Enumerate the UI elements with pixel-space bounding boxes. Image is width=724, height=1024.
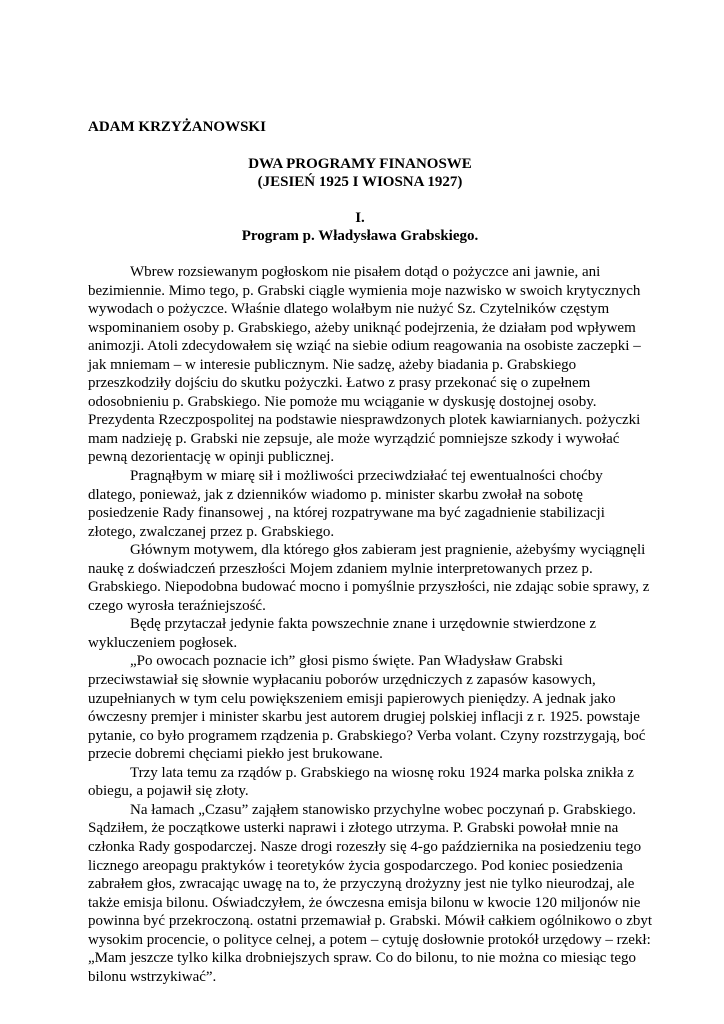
body-line: Prezydenta Rzeczpospolitej na podstawie niesprawdzonych plotek kawiarnianych. pożyczki <box>88 412 641 429</box>
body-line: wysokim procencie, o polityce celnej, a potem – cytuję dosłownie protokół urzędowy – rzekł: <box>88 931 651 948</box>
body-line: złotego, zwalczanej przez p. Grabskiego. <box>88 523 335 540</box>
body-line: licznego areopagu praktyków i teoretyków życia gospodarczego. Pod koniec posiedzenia <box>88 857 623 874</box>
body-line: bilonu wstrzykiwać”. <box>88 968 217 985</box>
body-line: Grabskiego. Niepodobna budować mocno i pomyślnie przyszłości, nie zdając sobie sprawy, z <box>88 579 650 596</box>
body-line: dlatego, ponieważ, jak z dzienników wiadomo p. minister skarbu zwołał na sobotę <box>88 486 583 503</box>
body-line: Na łamach „Czasu” zająłem stanowisko przychylne wobec poczynań p. Grabskiego. <box>130 801 637 818</box>
body-line: przeszkodziły dojściu do skutku pożyczki. Łatwo z prasy przekonać się o zupełnem <box>88 375 591 392</box>
body-line: wspominaniem osoby p. Grabskiego, ażeby uniknąć podejrzenia, że działam pod wpływem <box>88 319 636 336</box>
body-line: jak mniemam – w interesie publicznym. Nie sadzę, ażeby biadania p. Grabskiego <box>88 356 577 373</box>
body-line: przecie dobremi chęciami piekło jest brukowane. <box>88 746 383 763</box>
body-line: naukę z doświadczeń przeszłości Mojem zdaniem mylnie interpretowanych przez p. <box>88 560 593 577</box>
body-line: obiegu, a pojawił się złoty. <box>88 783 249 800</box>
body-line: uzupełnianych w tym celu powiększeniem emisji papierowych pieniędzy. A jednak jako <box>88 690 616 707</box>
document-title-line-1: DWA PROGRAMY FINANOSWE <box>248 156 472 172</box>
body-line: Wbrew rozsiewanym pogłoskom nie pisałem dotąd o pożyczce ani jawnie, ani <box>130 264 601 280</box>
body-line: zabrałem głos, zwracając uwagę na to, że przyczyną drożyzny jest nie tylko nieurodzaj, ale <box>88 876 635 893</box>
body-line: pytanie, co było programem rządzenia p. Grabskiego? Verba volant. Czyny rozstrzygają, boć <box>88 727 646 744</box>
author-name: ADAM KRZYŻANOWSKI <box>88 119 266 135</box>
body-line: wywodach o pożyczce. Właśnie dlatego wolałbym nie nużyć Sz. Czytelników częstym <box>88 301 610 318</box>
body-line: przeciwstawiał się słownie wypłacaniu poborów urzędniczych z zapasów kasowych, <box>88 672 596 689</box>
document-title-line-2: (JESIEŃ 1925 I WIOSNA 1927) <box>257 174 463 190</box>
body-line: mam nadzieję p. Grabski nie zepsuje, ale może wyrządzić pomniejsze szkody i wywołać <box>88 430 620 447</box>
body-line: członka Rady gospodarczej. Nasze drogi rozeszły się 4-go października na posiedzeniu tego <box>88 838 642 855</box>
body-line: także emisja bilonu. Oświadczyłem, że ówczesna emisja bilonu w kwocie 120 miljonów nie <box>88 894 641 911</box>
body-line: animozji. Atoli zdecydowałem się wziąć na siebie odium reagowania na osobiste zaczepki – <box>88 338 641 355</box>
body-line: „Mam jeszcze tylko kilka drobniejszych spraw. Co do bilonu, to nie można co miesiąc tego <box>88 950 637 967</box>
body-line: czego wyrosła teraźniejszość. <box>88 597 266 614</box>
body-line: odosobnieniu p. Grabskiego. Nie pomoże mu wciąganie w dyskusję dostojnej osoby. <box>88 393 597 410</box>
body-line: Pragnąłbym w miarę sił i możliwości przeciwdziałać tej ewentualności choćby <box>130 468 603 485</box>
section-title: Program p. Władysława Grabskiego. <box>241 228 479 244</box>
body-line: posiedzenie Rady finansowej , na której rozpatrywane ma być zagadnienie stabilizacji <box>88 505 605 522</box>
body-line: Trzy lata temu za rządów p. Grabskiego na wiosnę roku 1924 marka polska znikła z <box>130 764 634 781</box>
body-line: „Po owocach poznacie ich” głosi pismo święte. Pan Władysław Grabski <box>130 653 563 670</box>
body-line: powinna być przekroczoną. ostatni przemawiał p. Grabski. Mówił całkiem ogólnikowo o zbyt <box>88 913 653 930</box>
body-line: Będę przytaczał jedynie fakta powszechnie znane i urzędownie stwierdzone z <box>130 616 597 633</box>
body-line: Sądziłem, że początkowe usterki naprawi i złotego utrzyma. P. Grabski powołał mnie na <box>88 820 619 837</box>
body-text <box>88 263 653 986</box>
section-number: I. <box>355 210 365 226</box>
body-line: Głównym motywem, dla którego głos zabieram jest pragnienie, ażebyśmy wyciągnęli <box>130 542 646 559</box>
body-line: pewną dezorientację w opinji publicznej. <box>88 449 335 466</box>
body-line: wykluczeniem pogłosek. <box>88 634 238 651</box>
body-line: bezimiennie. Mimo tego, p. Grabski ciągle wymienia moje nazwisko w swoich krytycznych <box>88 282 641 299</box>
body-line: ówczesny premjer i minister skarbu jest autorem drugiej polskiej inflacji z r. 1925. powstaje <box>88 709 640 726</box>
